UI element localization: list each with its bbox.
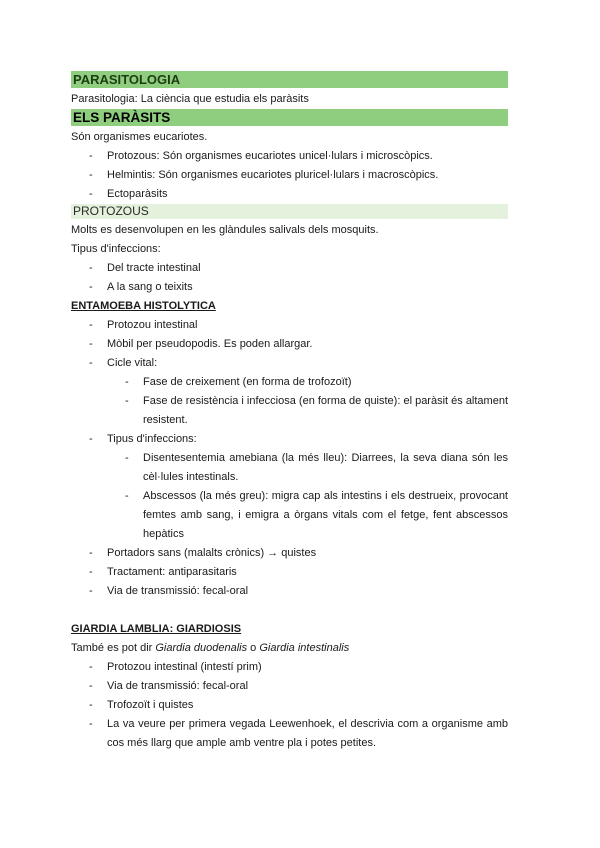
list-item: - Protozou intestinal (intestí prim): [71, 658, 508, 677]
list-item: - A la sang o teixits: [71, 278, 508, 297]
tipus-sublist-wrapper: [71, 449, 508, 544]
list-item: - Protozou intestinal: [71, 316, 508, 335]
list-item: - Via de transmissió: fecal-oral: [71, 582, 508, 601]
list-item: - Portadors sans (malalts crònics) → quistes: [71, 544, 508, 563]
list-item: - Del tracte intestinal: [71, 259, 508, 278]
protozous-text: Molts es desenvolupen en les glàndules salivals dels mosquits.: [71, 224, 379, 236]
cicle-sublist-wrapper: [71, 373, 508, 430]
infeccions-label: Tipus d'infeccions:: [71, 243, 161, 255]
list-item: - Fase de resistència i infecciosa (en forma de quiste): el paràsit és altament resistent.: [107, 392, 508, 430]
definition-text: Parasitologia: La ciència que estudia els paràsits: [71, 93, 309, 105]
heading-parasitologia: PARASITOLOGIA: [71, 71, 508, 88]
eucariotes-text: Són organismes eucariotes.: [71, 131, 208, 143]
list-item: - Cicle vital:: [71, 354, 508, 373]
species-name: Giardia intestinalis: [259, 642, 350, 654]
heading-entamoeba: ENTAMOEBA HISTOLYTICA: [71, 300, 216, 312]
list-item: - Mòbil per pseudopodis. Es poden allargar.: [71, 335, 508, 354]
list-item: - La va veure per primera vegada Leewenhoek, el descrivia com a organisme amb cos més llarg que ample amb ventre pla i potes petites.: [71, 715, 508, 753]
cicle-sublist: [107, 373, 508, 430]
intro-text: o: [247, 642, 260, 654]
heading-els-parasits: ELS PARÀSITS: [71, 109, 508, 126]
species-name: Giardia duodenalis: [155, 642, 248, 654]
intro-text: També es pot dir: [71, 642, 156, 654]
parasit-types-list: [71, 147, 508, 204]
list-item: - Disentesentemia amebiana (la més lleu): Diarrees, la seva diana són les cèl·lules intestinals.: [107, 449, 508, 487]
list-item: - Abscessos (la més greu): migra cap als intestins i els destrueix, provocant femtes amb sang, i emigra a òrgans vitals com el fetge, fent abscessos hepàtics: [107, 487, 508, 544]
heading-giardia: GIARDIA LAMBLIA: GIARDIOSIS: [71, 623, 242, 635]
list-item: - Tractament: antiparasitaris: [71, 563, 508, 582]
list-item: - Tipus d'infeccions:: [71, 430, 508, 449]
infeccions-list: [71, 259, 508, 297]
tipus-sublist: [107, 449, 508, 544]
list-item: - Trofozoït i quistes: [71, 696, 508, 715]
list-item: - Ectoparàsits: [71, 185, 508, 204]
list-item: - Helmintis: Són organismes eucariotes pluricel·lulars i macroscòpics.: [71, 166, 508, 185]
list-item: - Via de transmissió: fecal-oral: [71, 677, 508, 696]
giardia-list: [71, 658, 508, 753]
entamoeba-list: [71, 316, 508, 601]
heading-protozous: PROTOZOUS: [71, 204, 508, 219]
list-item: - Protozous: Són organismes eucariotes unicel·lulars i microscòpics.: [71, 147, 508, 166]
document-page: [71, 71, 508, 753]
list-item: - Fase de creixement (en forma de trofozoït): [107, 373, 508, 392]
giardia-intro: [71, 639, 508, 658]
